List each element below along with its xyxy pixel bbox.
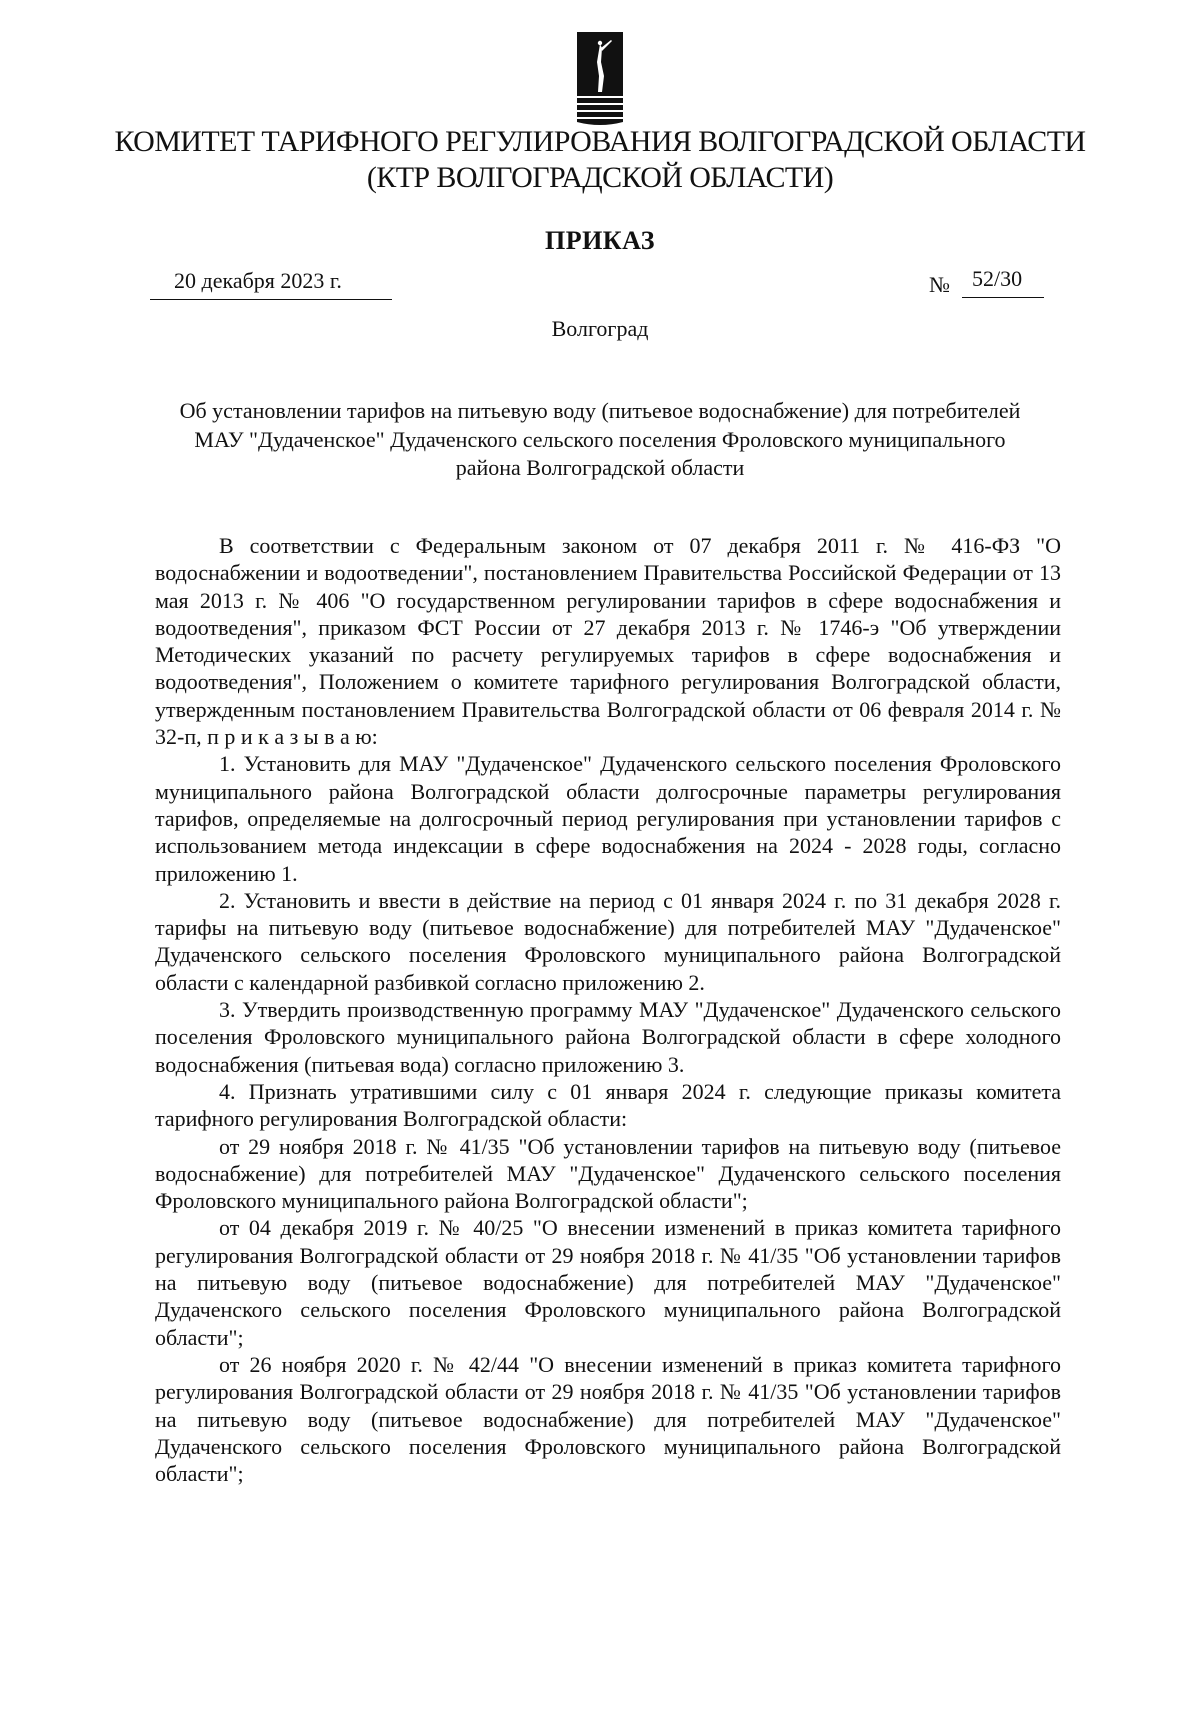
document-body [155,532,1061,1487]
city: Волгоград [551,316,649,341]
repealed-order-item: от 29 ноября 2018 г. № 41/35 "Об установлении тарифов на питьевую воду (питьевое водоснабжение) для потребителей МАУ "Дудаченское" Дудаченского сельского поселения Фроловского муниципального района Волгоградской области"; [155,1133,1061,1214]
organization-name: КОМИТЕТ ТАРИФНОГО РЕГУЛИРОВАНИЯ ВОЛГОГРАДСКОЙ ОБЛАСТИ [114,125,1086,158]
order-date: 20 декабря 2023 г. [150,266,392,300]
clause-2: 2. Установить и ввести в действие на период с 01 января 2024 г. по 31 декабря 2028 г. тарифы на питьевую воду (питьевое водоснабжение) для потребителей МАУ "Дудаченское" Дудаченского сельского поселения Фроловского муниципального района Волгоградской области с календарной разбивкой согласно приложению 2. [155,887,1061,995]
coat-of-arms-icon [577,32,623,126]
document-type-title: ПРИКАЗ [544,226,656,255]
order-number: 52/30 [962,264,1044,298]
repealed-order-item: от 04 декабря 2019 г. № 40/25 "О внесении изменений в приказ комитета тарифного регулирования Волгоградской области от 29 ноября 2018 г. № 41/35 "Об установлении тарифов на питьевую воду (питьевое водоснабжение) для потребителей МАУ "Дудаченское" Дудаченского сельского поселения Фроловского муниципального района Волгоградской области"; [155,1215,1061,1350]
organization-abbreviation: (КТР ВОЛГОГРАДСКОЙ ОБЛАСТИ) [366,161,834,194]
clause-4: 4. Признать утратившими силу с 01 января 2024 г. следующие приказы комитета тарифного регулирования Волгоградской области: [155,1078,1061,1132]
preamble-paragraph: В соответствии с Федеральным законом от 07 декабря 2011 г. № 416-ФЗ "О водоснабжении и водоотведении", постановлением Правительства Российской Федерации от 13 мая 2013 г. № 406 "О государственном регулировании тарифов в сфере водоснабжения и водоотведения", приказом ФСТ России от 27 декабря 2013 г. № 1746-э "Об утверждении Методических указаний по расчету регулируемых тарифов в сфере водоснабжения и водоотведения", Положением о комитете тарифного регулирования Волгоградской области, утвержденным постановлением Правительства Волгоградской области от 06 февраля 2014 г. № 32-п, п р и к а з ы в а ю: [155,533,1061,750]
clause-1: 1. Установить для МАУ "Дудаченское" Дудаченского сельского поселения Фроловского муниципального района Волгоградской области долгосрочные параметры регулирования тарифов, определяемые на долгосрочный период регулирования при установлении тарифов с использованием метода индексации в сфере водоснабжения на 2024 - 2028 годы, согласно приложению 1. [155,751,1061,886]
order-subject: Об установлении тарифов на питьевую воду (питьевое водоснабжение) для потребителей МАУ "Дудаченское" Дудаченского сельского поселения Фроловского муниципального района Волгоградской области [179,398,1021,480]
clause-3: 3. Утвердить производственную программу МАУ "Дудаченское" Дудаченского сельского поселения Фроловского муниципального района Волгоградской области в сфере холодного водоснабжения (питьевая вода) согласно приложению 3. [155,997,1061,1077]
number-sign: № [929,272,950,297]
repealed-order-item: от 26 ноября 2020 г. № 42/44 "О внесении изменений в приказ комитета тарифного регулирования Волгоградской области от 29 ноября 2018 г. № 41/35 "Об установлении тарифов на питьевую воду (питьевое водоснабжение) для потребителей МАУ "Дудаченское" Дудаченского сельского поселения Фроловского муниципального района Волгоградской области"; [155,1351,1061,1487]
